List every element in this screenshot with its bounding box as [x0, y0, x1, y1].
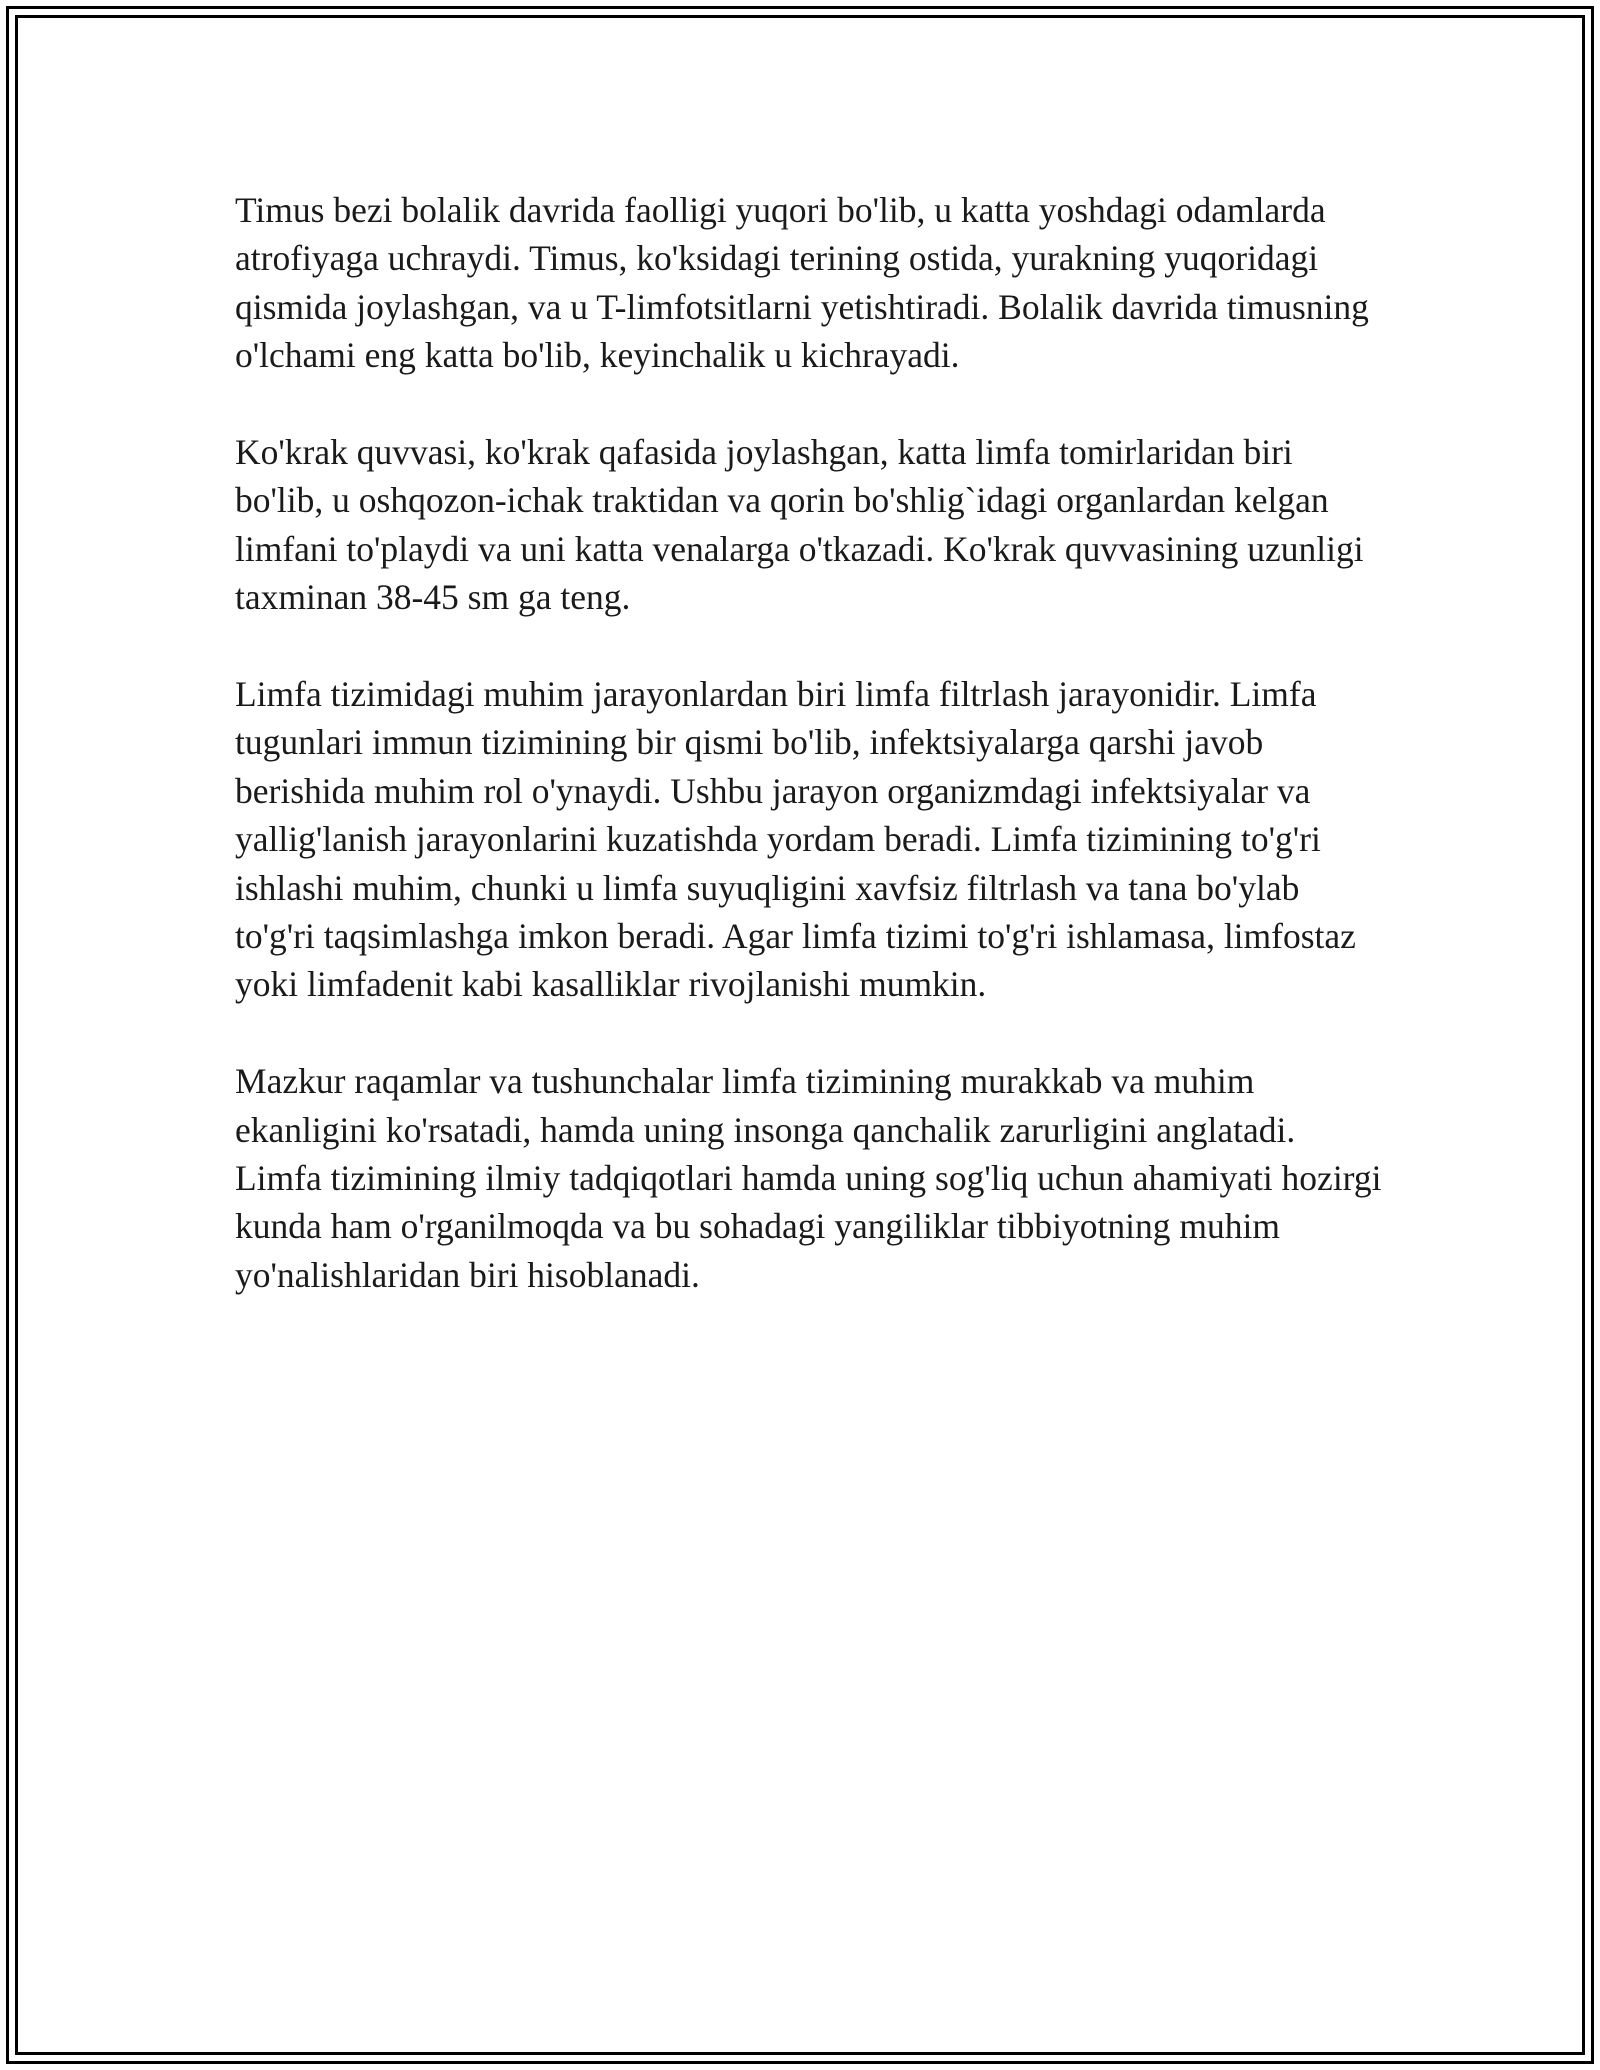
- document-body: [235, 186, 1385, 1348]
- paragraph-conclusion: Mazkur raqamlar va tushunchalar limfa tizimining murakkab va muhim ekanligini ko'rsatadi, hamda uning insonga qanchalik zarurligini anglatadi. Limfa tizimining ilmiy tadqiqotlari hamda uning sog'liq uchun ahamiyati hozirgi kunda ham o'rganilmoqda va bu sohadagi yangiliklar tibbiyotning muhim yo'nalishlaridan biri hisoblanadi.: [235, 1061, 1382, 1295]
- paragraph-lymph-filtration: Limfa tizimidagi muhim jarayonlardan biri limfa filtrlash jarayonidir. Limfa tugunlari immun tizimining bir qismi bo'lib, infektsiyalarga qarshi javob berishida muhim rol o'ynaydi. Ushbu jarayon organizmdagi infektsiyalar va yallig'lanish jarayonlarini kuzatishda yordam beradi. Limfa tizimining to'g'ri ishlashi muhim, chunki u limfa suyuqligini xavfsiz filtrlash va tana bo'ylab to'g'ri taqsimlashga imkon beradi. Agar limfa tizimi to'g'ri ishlamasa, limfostaz yoki limfadenit kabi kasalliklar rivojlanishi mumkin.: [235, 674, 1356, 1005]
- paragraph-thoracic-duct: Ko'krak quvvasi, ko'krak qafasida joylashgan, katta limfa tomirlaridan biri bo'lib, u oshqozon-ichak traktidan va qorin bo'shlig`idagi organlardan kelgan limfani to'playdi va uni katta venalarga o'tkazadi. Ko'krak quvvasining uzunligi taxminan 38-45 sm ga teng.: [235, 432, 1364, 618]
- paragraph-thymus: Timus bezi bolalik davrida faolligi yuqori bo'lib, u katta yoshdagi odamlarda atrofiyaga uchraydi. Timus, ko'ksidagi terining ostida, yurakning yuqoridagi qismida joylashgan, va u T-limfotsitlarni yetishtiradi. Bolalik davrida timusning o'lchami eng katta bo'lib, keyinchalik u kichrayadi.: [235, 190, 1369, 376]
